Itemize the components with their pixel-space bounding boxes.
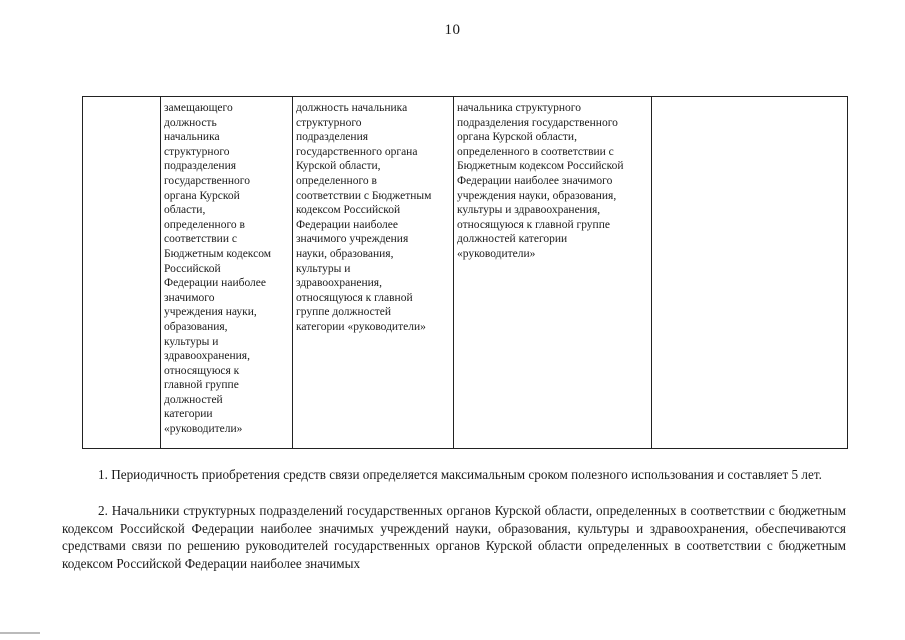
table-cell-4: начальника структурного подразделения государственного органа Курской области, определенного в соответствии с Бюджетным кодексом Российской Федерации наиболее значимого учреждения науки, образования, культуры и здравоохранения, относящуюся к главной группе должностей категории «руководители»: [454, 97, 652, 449]
table-cell-5: [652, 97, 848, 449]
table-cell-2: замещающего должность начальника структурного подразделения государственного органа Курской области, определенного в соответствии с Бюджетным кодексом Российской Федерации наиболее значимого учреждения науки, образования, культуры и здравоохранения, относящуюся к главной группе должностей категории «руководители»: [161, 97, 293, 449]
table-cell-1: [83, 97, 161, 449]
table-cell-3: должность начальника структурного подразделения государственного органа Курской области, определенного в соответствии с Бюджетным кодексом Российской Федерации наиболее значимого учреждения науки, образования, культуры и здравоохранения, относящуюся к главной группе должностей категории «руководители»: [293, 97, 454, 449]
scan-edge-mark: [0, 632, 40, 634]
document-table: [82, 96, 848, 449]
page-number: 10: [444, 22, 461, 38]
table-row: [83, 97, 848, 449]
paragraph-1: 1. Периодичность приобретения средств связи определяется максимальным сроком полезного использования и составляет 5 лет.: [98, 467, 822, 482]
paragraph-2: 2. Начальники структурных подразделений государственных органов Курской области, определенных в соответствии с бюджетным кодексом Российской Федерации наиболее значимых учреждений науки, образования, культуры и здравоохранения, обеспечиваются средствами связи по решению руководителей государственных органов Курской области определенных в соответствии с бюджетным кодексом Российской Федерации наиболее значимых: [62, 503, 846, 571]
